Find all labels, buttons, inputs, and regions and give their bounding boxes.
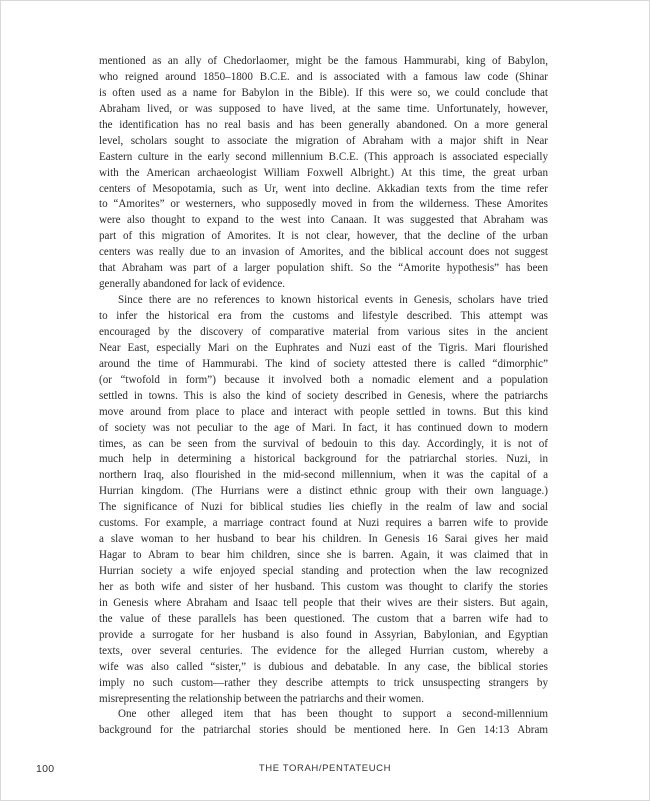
text-line: of society was not peculiar to the age of Mari. In fact, it has continued down to modern [99, 421, 548, 434]
text-line: imply no such custom—rather they describe attempts to trick unsuspecting strangers by [99, 676, 548, 689]
text-line: Hagar to Abram to bear him children, since she is barren. Again, it was claimed that in [99, 549, 548, 562]
text-line: who reigned around 1850–1800 B.C.E. and is associated with a famous law code (Shinar [99, 70, 548, 83]
body-text [99, 54, 548, 739]
text-line: texts, over several centuries. The evidence for the alleged Hurrian custom, whereby a [99, 644, 548, 657]
text-line: that Abraham was part of a larger population shift. So the “Amorite hypothesis” has been [99, 262, 548, 275]
text-line: the identification has no real basis and has been generally abandoned. On a more general [99, 118, 548, 131]
text-line: to infer the historical era from the customs and lifestyle described. This attempt was [99, 310, 548, 322]
text-line: move around from place to place and interact with people settled in towns. But this kind [99, 405, 548, 418]
text-line: wife was also called “sister,” is dubious and debatable. In any case, the biblical stories [99, 660, 548, 673]
text-line: Hurrian society a wife enjoyed special standing and protection when the law recognized [99, 565, 548, 577]
page-number: 100 [36, 763, 55, 775]
text-line: centers of Mesopotamia, such as Ur, went into decline. Akkadian texts from the time refer [99, 182, 548, 195]
text-line: (or “twofold in form”) because it involved both a nomadic element and a population [99, 373, 548, 386]
running-head: THE TORAH/PENTATEUCH [258, 763, 392, 774]
text-line: Abraham lived, or was supposed to have lived, at the same time. Unfortunately, however, [99, 102, 548, 115]
text-line: centers was really due to an invasion of Amorites, and the biblical account does not suggest [99, 246, 548, 259]
text-line: in Genesis where Abraham and Isaac tell people that their wives are their sisters. But again, [99, 596, 548, 609]
text-line: around the time of Hammurabi. The kind of society attested there is called “dimorphic” [99, 357, 548, 370]
paragraph-end-line: generally abandoned for lack of evidence. [99, 278, 286, 291]
text-line: is often used as a name for Babylon in the Bible). If this were so, we could conclude that [99, 86, 548, 99]
paragraph-end-line: misrepresenting the relationship between the patriarchs and their women. [99, 692, 425, 705]
text-line: Hurrian kingdom. (The Hurrians were a distinct ethnic group with their own language.) [99, 485, 548, 498]
text-line: customs. For example, a marriage contract found at Nuzi requires a barren wife to provide [99, 517, 548, 530]
text-line: Near East, especially Mari on the Euphrates and Nuzi east of the Tigris. Mari flourished [99, 341, 548, 354]
paragraph-start-line: Since there are no references to known historical events in Genesis, scholars have tried [118, 294, 548, 307]
text-line: the value of these parallels has been questioned. The custom that a barren wife had to [99, 612, 548, 625]
text-line: encouraged by the discovery of comparative material from various sites in the ancient [99, 325, 548, 338]
text-line: Eastern culture in the early second millennium B.C.E. (This approach is associated especially [99, 150, 548, 163]
text-line: to “Amorites” or westerners, who supposedly moved in from the wilderness. These Amorites [99, 198, 548, 211]
text-line: times, as can be seen from the survival of bedouin to this day. Accordingly, it is not of [99, 437, 548, 450]
text-line: mentioned as an ally of Chedorlaomer, might be the famous Hammurabi, king of Babylon, [99, 55, 548, 67]
text-line: settled in towns. This is also the kind of society described in Genesis, where the patriarchs [99, 389, 548, 402]
paragraph-start-line: One other alleged item that has been thought to support a second-millennium [118, 708, 548, 721]
text-line: level, scholars sought to associate the migration of Abraham with a major shift in Near [99, 134, 548, 147]
text-line: background for the patriarchal stories should be mentioned here. In Gen 14:13 Abram [99, 724, 548, 737]
text-line: were also thought to expand to the west into Canaan. It was suggested that Abraham was [99, 214, 548, 227]
text-line: much help in determining a historical background for the patriarchal stories. Nuzi, in [99, 453, 548, 466]
text-line: a slave woman to her husband to bear his children. In Genesis 16 Sarai gives her maid [99, 533, 548, 546]
text-line: northern Iraq, also flourished in the mid-second millennium, when it was the capital of a [99, 469, 548, 482]
text-line: her as both wife and sister of her husband. This custom was thought to clarify the stories [99, 580, 548, 593]
text-line: provide a surrogate for her husband is also found in Assyrian, Babylonian, and Egyptian [99, 628, 548, 641]
text-line: part of this migration of Amorites. It is not clear, however, that the decline of the urban [99, 230, 548, 243]
text-line: The significance of Nuzi for biblical studies lies chiefly in the realm of law and social [99, 501, 548, 514]
text-line: with the American archaeologist William Foxwell Albright.) At this time, the great urban [99, 166, 548, 179]
